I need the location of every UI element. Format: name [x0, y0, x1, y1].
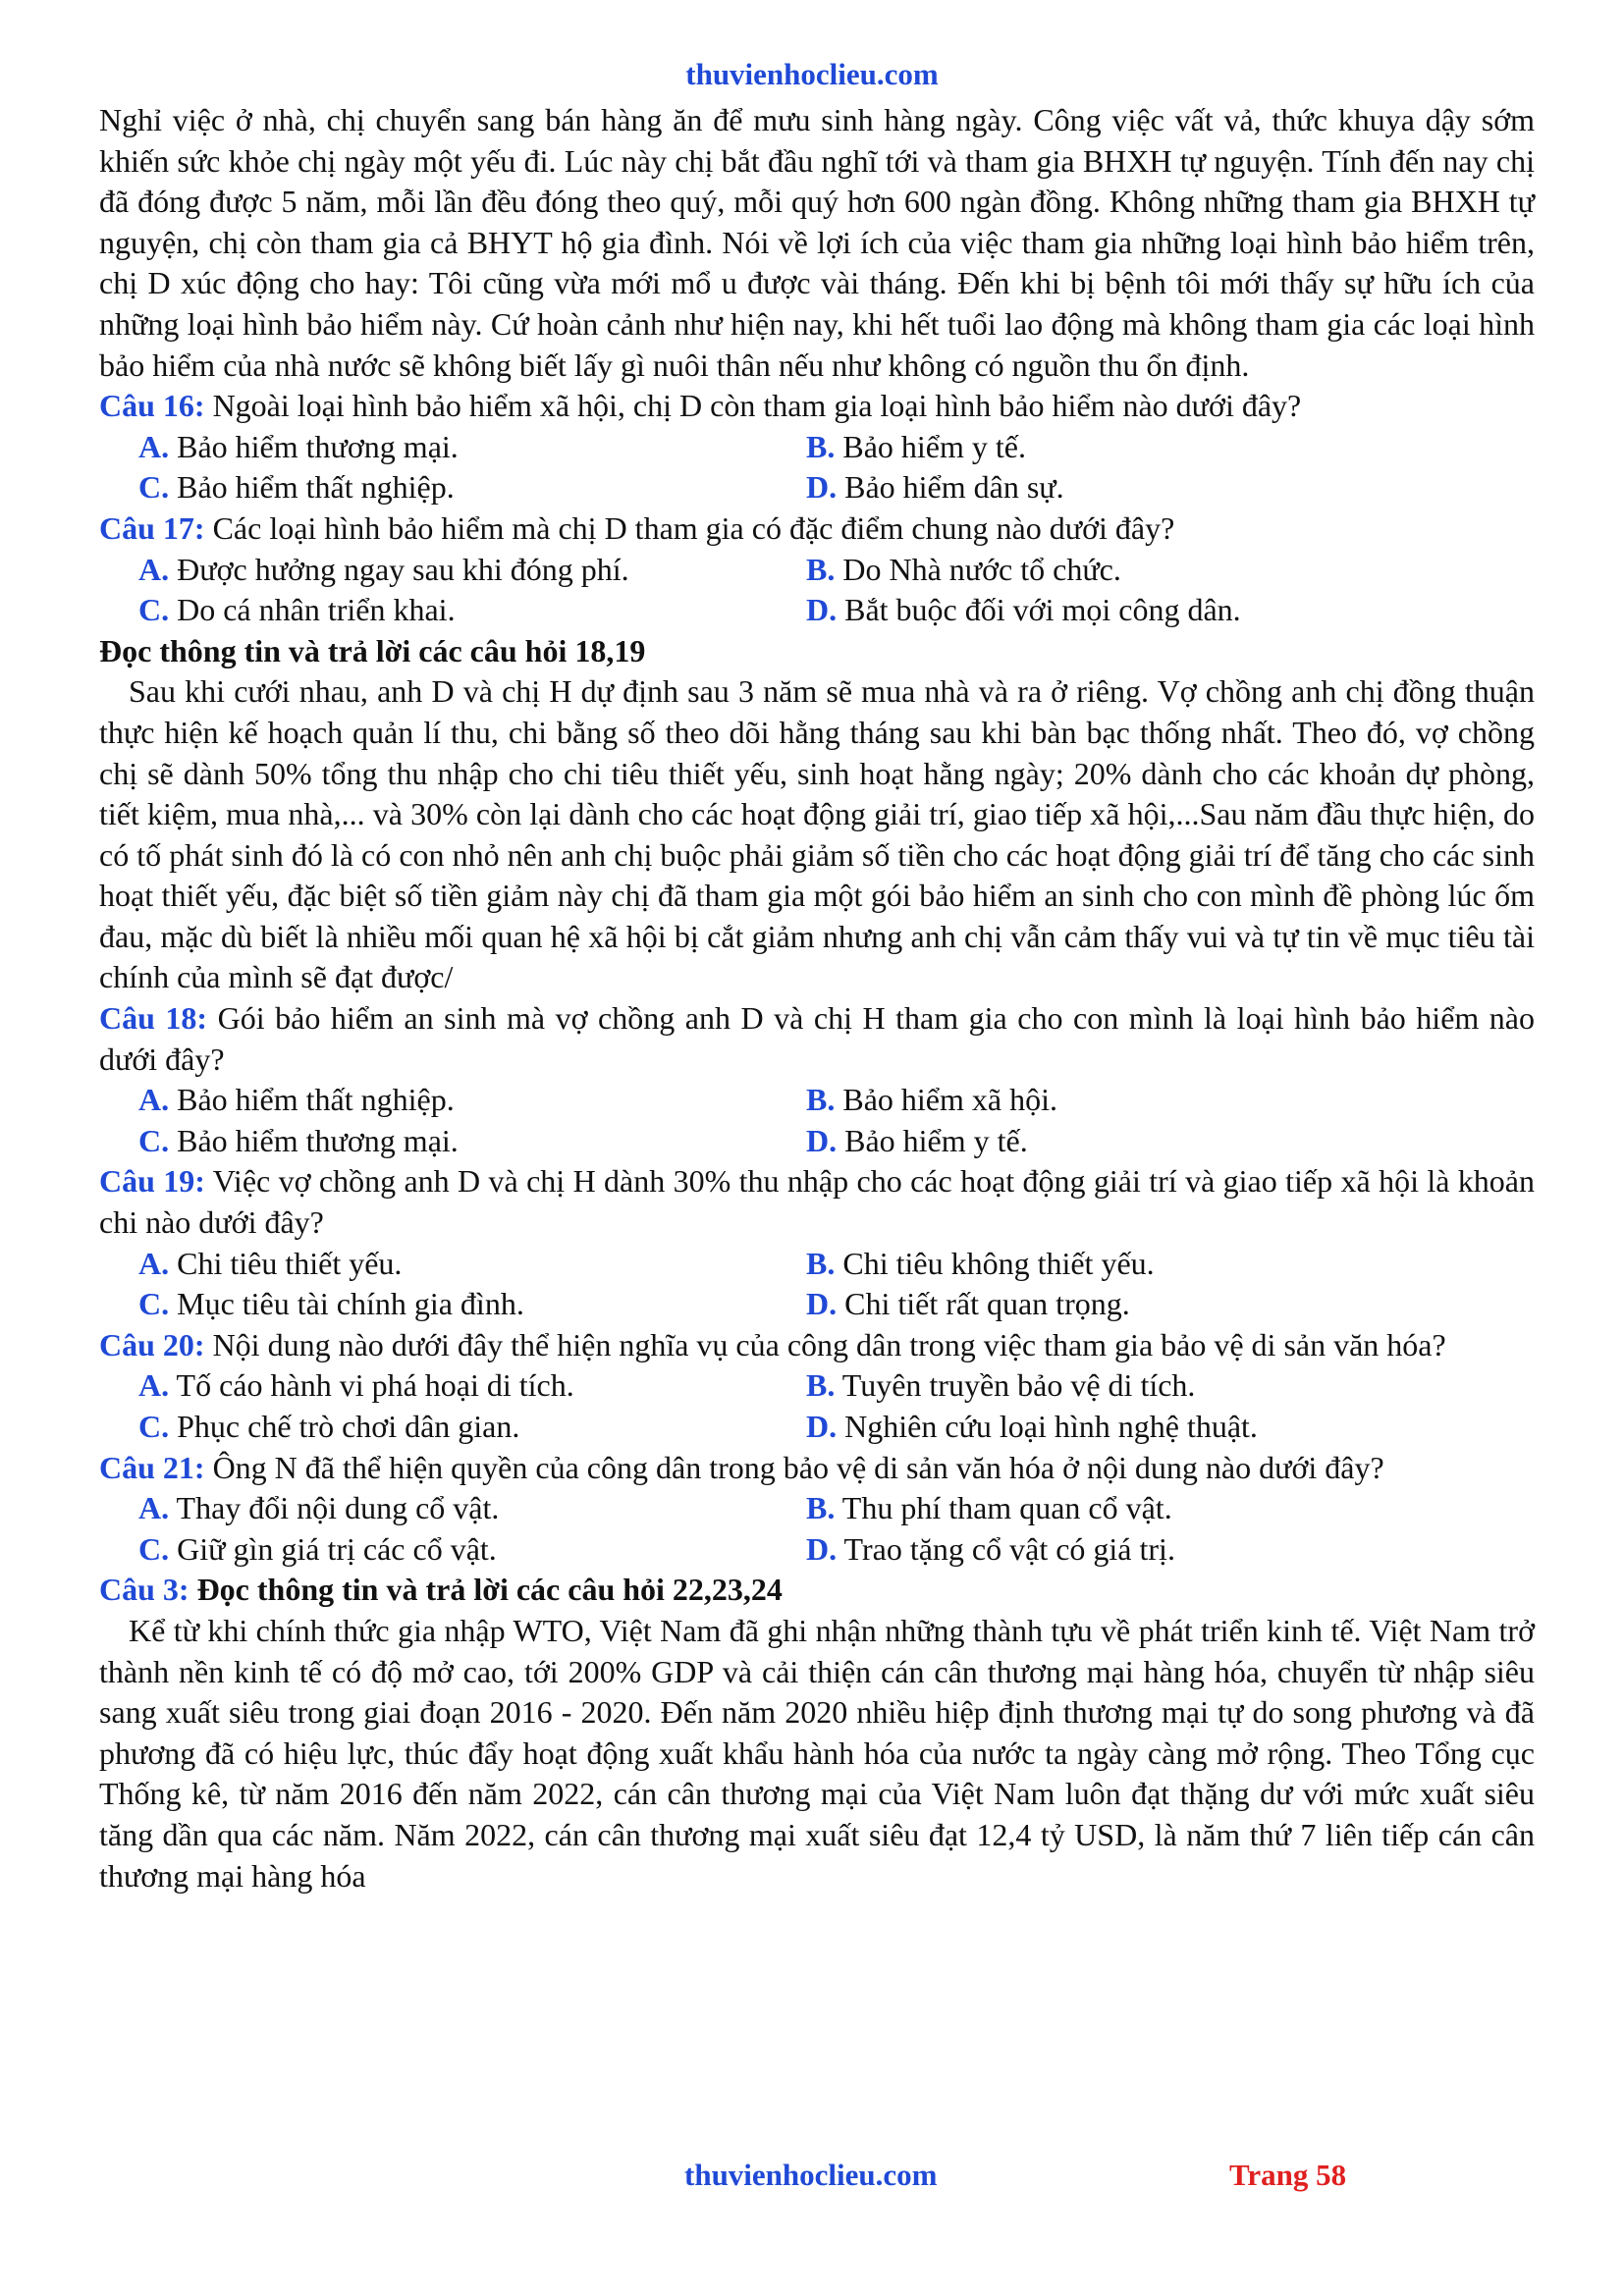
option-d: D. Trao tặng cổ vật có giá trị. — [806, 1530, 1175, 1567]
option-c: C. Mục tiêu tài chính gia đình. — [138, 1286, 524, 1322]
question-label: Câu 16: — [99, 388, 205, 424]
option-d: D. Bắt buộc đối với mọi công dân. — [806, 592, 1241, 628]
question-label: Câu 18: — [99, 1000, 208, 1037]
question-label: Câu 21: — [99, 1449, 205, 1485]
option-a: A. Chi tiêu thiết yếu. — [138, 1245, 403, 1281]
page-number: Trang 58 — [1229, 2158, 1347, 2192]
question-label: Câu 20: — [99, 1326, 205, 1362]
option-b: B. Bảo hiểm y tế. — [806, 428, 1026, 464]
option-c: C. Bảo hiểm thương mại. — [138, 1122, 459, 1158]
passage-22-24: Kể từ khi chính thức gia nhập WTO, Việt Nam đã ghi nhận những thành tựu về phát triển kinh tế. Việt Nam trở thành nền kinh tế có độ mở cao, tới 200% GDP và cải thiện cán cân thương mại hàng hóa, chuyển từ nhập siêu sang xuất siêu trong giai đoạn 2016 - 2020. Đến năm 2020 nhiều hiệp định thương mại tự do song phương và đã phương đã có hiệu lực, thúc đẩy hoạt động xuất khẩu hành hóa của nước ta ngày càng mở rộng. Theo Tổng cục Thống kê, từ năm 2016 đến năm 2022, cán cân thương mại của Việt Nam luôn đạt thặng dư với mức xuất siêu tăng dần qua các năm. Năm 2022, cán cân thương mại xuất siêu đạt 12,4 tỷ USD, là năm thứ 7 liên tiếp cán cân thương mại hàng hóa — [99, 1612, 1535, 1894]
option-b: B. Tuyên truyền bảo vệ di tích. — [806, 1367, 1196, 1404]
question-stem: Các loại hình bảo hiểm mà chị D tham gia có đặc điểm chung nào dưới đây? — [212, 509, 1175, 546]
option-b: B. Chi tiêu không thiết yếu. — [806, 1245, 1155, 1281]
part-label: Câu 3: — [99, 1572, 189, 1608]
option-d: D. Chi tiết rất quan trọng. — [806, 1286, 1130, 1322]
option-c: C. Do cá nhân triển khai. — [138, 592, 456, 628]
question-stem: Việc vợ chồng anh D và chị H dành 30% thu nhập cho các hoạt động giải trí và giao tiếp xã hội là khoản chi nào dưới đây? — [99, 1163, 1536, 1241]
page-footer — [0, 2158, 1624, 2197]
passage-18-19: Sau khi cưới nhau, anh D và chị H dự định sau 3 năm sẽ mua nhà và ra ở riêng. Vợ chồng anh chị đồng thuận thực hiện kế hoạch quản lí thu, chi bằng số theo dõi hằng tháng sau khi bàn bạc thống nhất. Theo đó, vợ chồng chị sẽ dành 50% tổng thu nhập cho chi tiêu thiết yếu, sinh hoạt hằng ngày; 20% dành cho các khoản dự phòng, tiết kiệm, mua nhà,... và 30% còn lại dành cho các hoạt động giải trí, giao tiếp xã hội,...Sau năm đầu thực hiện, do có tố phát sinh đó là có con nhỏ nên anh chị buộc phải giảm số tiền cho các hoạt động giải trí để tăng cho các sinh hoạt thiết yếu, đặc biệt số tiền giảm này chị đã tham gia một gói bảo hiểm an sinh cho con mình đề phòng lúc ốm đau, mặc dù biết là nhiều mối quan hệ xã hội bị cắt giảm nhưng anh chị vẫn cảm thấy vui và tự tin về mục tiêu tài chính của mình sẽ đạt được/ — [99, 673, 1535, 995]
option-c: C. Phục chế trò chơi dân gian. — [138, 1409, 520, 1444]
option-b: B. Bảo hiểm xã hội. — [806, 1082, 1057, 1118]
options-grid — [138, 1488, 1535, 1570]
option-d: D. Nghiên cứu loại hình nghệ thuật. — [806, 1409, 1258, 1444]
option-a: A. Bảo hiểm thất nghiệp. — [138, 1082, 455, 1118]
question-label: Câu 17: — [99, 509, 205, 546]
intro-paragraph: Nghỉ việc ở nhà, chị chuyển sang bán hàng ăn để mưu sinh hàng ngày. Công việc vất vả, thức khuya dậy sớm khiến sức khỏe chị ngày một yếu đi. Lúc này chị bắt đầu nghĩ tới và tham gia BHXH tự nguyện. Tính đến nay chị đã đóng được 5 năm, mỗi lần đều đóng theo quý, mỗi quý hơn 600 ngàn đồng. Không những tham gia BHXH tự nguyện, chị còn tham gia cả BHYT hộ gia đình. Nói về lợi ích của việc tham gia những loại hình bảo hiểm trên, chị D xúc động cho hay: Tôi cũng vừa mới mổ u được vài tháng. Đến khi bị bệnh tôi mới thấy sự hữu ích của những loại hình bảo hiểm này. Cứ hoàn cảnh như hiện nay, khi hết tuổi lao động mà không tham gia các loại hình bảo hiểm của nhà nước sẽ không biết lấy gì nuôi thân nếu như không có nguồn thu ổn định. — [99, 102, 1535, 383]
option-d: D. Bảo hiểm y tế. — [806, 1122, 1028, 1158]
options-grid — [138, 1244, 1535, 1325]
question-stem: Ông N đã thể hiện quyền của công dân trong bảo vệ di sản văn hóa ở nội dung nào dưới đây? — [212, 1449, 1384, 1485]
question-18 — [99, 998, 1535, 1161]
option-a: A. Tố cáo hành vi phá hoại di tích. — [138, 1367, 574, 1404]
question-19 — [99, 1161, 1535, 1324]
footer-site: thuvienhoclieu.com — [684, 2158, 938, 2192]
question-label: Câu 19: — [99, 1163, 205, 1200]
option-a: A. Thay đổi nội dung cổ vật. — [138, 1490, 500, 1526]
option-d: D. Bảo hiểm dân sự. — [806, 469, 1064, 506]
option-c: C. Giữ gìn giá trị các cổ vật. — [138, 1530, 497, 1567]
question-stem: Nội dung nào dưới đây thể hiện nghĩa vụ của công dân trong việc tham gia bảo vệ di sản văn hóa? — [212, 1326, 1446, 1362]
option-c: C. Bảo hiểm thất nghiệp. — [138, 469, 455, 506]
option-b: B. Do Nhà nước tổ chức. — [806, 551, 1121, 587]
question-stem: Gói bảo hiểm an sinh mà vợ chồng anh D và chị H tham gia cho con mình là loại hình bảo hiểm nào dưới đây? — [99, 1000, 1536, 1077]
page-header-site: thuvienhoclieu.com — [685, 57, 939, 91]
section-heading-22-24 — [99, 1570, 1535, 1611]
options-grid — [138, 1080, 1535, 1161]
question-16 — [99, 386, 1535, 508]
options-grid — [138, 550, 1535, 631]
options-grid — [138, 427, 1535, 508]
question-17 — [99, 508, 1535, 631]
question-21 — [99, 1448, 1535, 1571]
document-body — [99, 100, 1535, 1896]
option-a: A. Bảo hiểm thương mại. — [138, 428, 459, 464]
question-20 — [99, 1325, 1535, 1448]
section-heading-18-19: Đọc thông tin và trả lời các câu hỏi 18,19 — [99, 632, 646, 668]
part-heading-text: Đọc thông tin và trả lời các câu hỏi 22,23,24 — [196, 1572, 783, 1608]
option-a: A. Được hưởng ngay sau khi đóng phí. — [138, 551, 629, 587]
question-stem: Ngoài loại hình bảo hiểm xã hội, chị D còn tham gia loại hình bảo hiểm nào dưới đây? — [212, 388, 1302, 424]
option-b: B. Thu phí tham quan cổ vật. — [806, 1490, 1172, 1526]
options-grid — [138, 1365, 1535, 1447]
